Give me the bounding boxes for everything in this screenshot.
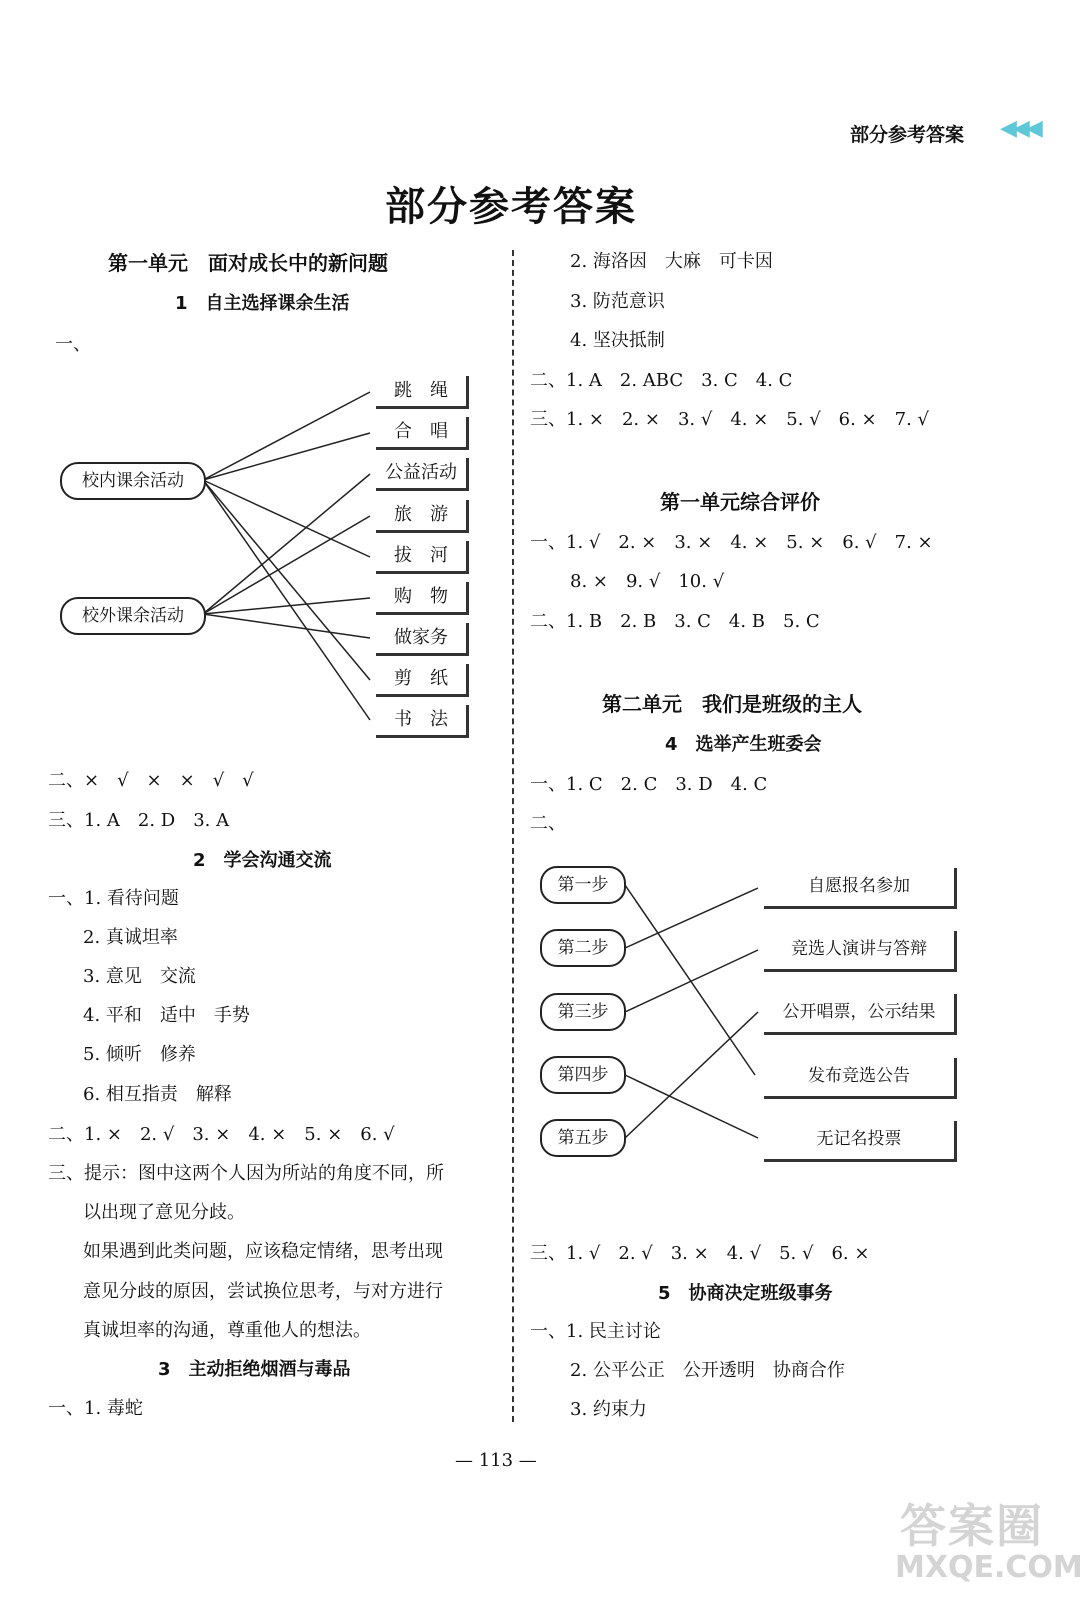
eval-line: 8. × 9. √ 10. √ (570, 571, 725, 592)
lesson2-line: 真诚坦率的沟通，尊重他人的想法。 (83, 1320, 371, 1341)
eval-line: 一、1. √ 2. × 3. × 4. × 5. × 6. √ 7. × (530, 532, 933, 553)
lesson1-q3: 三、1. A 2. D 3. A (48, 810, 230, 831)
unit1-title: 第一单元 面对成长中的新问题 (108, 251, 388, 275)
watermark-url: MXQE.COM (895, 1550, 1083, 1585)
step-pill: 第三步 (540, 993, 626, 1031)
lesson3-title: 3 主动拒绝烟酒与毒品 (158, 1359, 351, 1380)
step-box: 发布竞选公告 (764, 1058, 957, 1099)
lesson2-line: 一、1. 看待问题 (48, 888, 179, 909)
step-pill: 第二步 (540, 929, 626, 967)
lesson5-title: 5 协商决定班级事务 (658, 1283, 833, 1304)
pill-outside-activities: 校外课余活动 (60, 597, 206, 635)
lesson1-q1: 一、 (55, 334, 91, 355)
lesson2-line: 二、1. × 2. √ 3. × 4. × 5. × 6. √ (48, 1124, 395, 1145)
lesson3-line: 3. 防范意识 (570, 291, 665, 312)
box-activity: 公益活动 (376, 458, 469, 491)
unit1-eval-title: 第一单元综合评价 (660, 490, 820, 514)
lesson1-q2: 二、× √ × × √ √ (48, 770, 254, 791)
box-activity: 做家务 (376, 623, 469, 656)
box-activity: 跳 绳 (376, 376, 469, 409)
box-activity: 拔 河 (376, 541, 469, 574)
lesson2-line: 三、提示：图中这两个人因为所站的角度不同，所 (48, 1163, 444, 1184)
step-box: 公开唱票，公示结果 (764, 994, 957, 1035)
page-title: 部分参考答案 (385, 184, 637, 230)
lesson2-line: 6. 相互指责 解释 (83, 1084, 232, 1105)
lesson3-line: 一、1. 毒蛇 (48, 1398, 143, 1419)
lesson5-line: 2. 公平公正 公开透明 协商合作 (570, 1360, 845, 1381)
unit2-title: 第二单元 我们是班级的主人 (602, 692, 862, 716)
lesson4-title: 4 选举产生班委会 (665, 734, 822, 755)
running-header: 部分参考答案 (850, 124, 965, 146)
lesson2-line: 3. 意见 交流 (83, 966, 196, 987)
box-activity: 书 法 (376, 705, 469, 738)
box-activity: 购 物 (376, 582, 469, 615)
step-box: 竞选人演讲与答辩 (764, 931, 957, 972)
lesson4-q2: 二、 (530, 813, 566, 834)
header-arrows-icon: ◀◀◀ (1000, 116, 1039, 141)
step-box: 无记名投票 (764, 1121, 957, 1162)
lesson3-line: 二、1. A 2. ABC 3. C 4. C (530, 370, 793, 391)
box-activity: 合 唱 (376, 417, 469, 450)
lesson2-line: 意见分歧的原因，尝试换位思考，与对方进行 (83, 1281, 443, 1302)
lesson2-line: 4. 平和 适中 手势 (83, 1005, 250, 1026)
lesson4-q1: 一、1. C 2. C 3. D 4. C (530, 774, 768, 795)
lesson1-title: 1 自主选择课余生活 (175, 293, 350, 314)
step-pill: 第一步 (540, 866, 626, 904)
lesson2-title: 2 学会沟通交流 (193, 850, 332, 871)
lesson4-q3: 三、1. √ 2. √ 3. × 4. √ 5. √ 6. × (530, 1243, 870, 1264)
lesson2-line: 2. 真诚坦率 (83, 927, 178, 948)
lesson2-line: 以出现了意见分歧。 (83, 1202, 245, 1223)
box-activity: 剪 纸 (376, 664, 469, 697)
lesson2-line: 如果遇到此类问题，应该稳定情绪，思考出现 (83, 1241, 443, 1262)
pill-school-activities: 校内课余活动 (60, 462, 206, 500)
lesson5-line: 一、1. 民主讨论 (530, 1321, 661, 1342)
page-number: — 113 — (455, 1450, 537, 1471)
lesson3-line: 三、1. × 2. × 3. √ 4. × 5. √ 6. × 7. √ (530, 409, 930, 430)
step-pill: 第五步 (540, 1119, 626, 1157)
step-pill: 第四步 (540, 1056, 626, 1094)
lesson3-line: 2. 海洛因 大麻 可卡因 (570, 251, 773, 272)
lesson5-line: 3. 约束力 (570, 1399, 647, 1420)
box-activity: 旅 游 (376, 500, 469, 533)
step-box: 自愿报名参加 (764, 868, 957, 909)
lesson3-line: 4. 坚决抵制 (570, 330, 665, 351)
eval-line: 二、1. B 2. B 3. C 4. B 5. C (530, 611, 820, 632)
lesson2-line: 5. 倾听 修养 (83, 1044, 196, 1065)
watermark-logo: 答案圈 (900, 1499, 1044, 1553)
